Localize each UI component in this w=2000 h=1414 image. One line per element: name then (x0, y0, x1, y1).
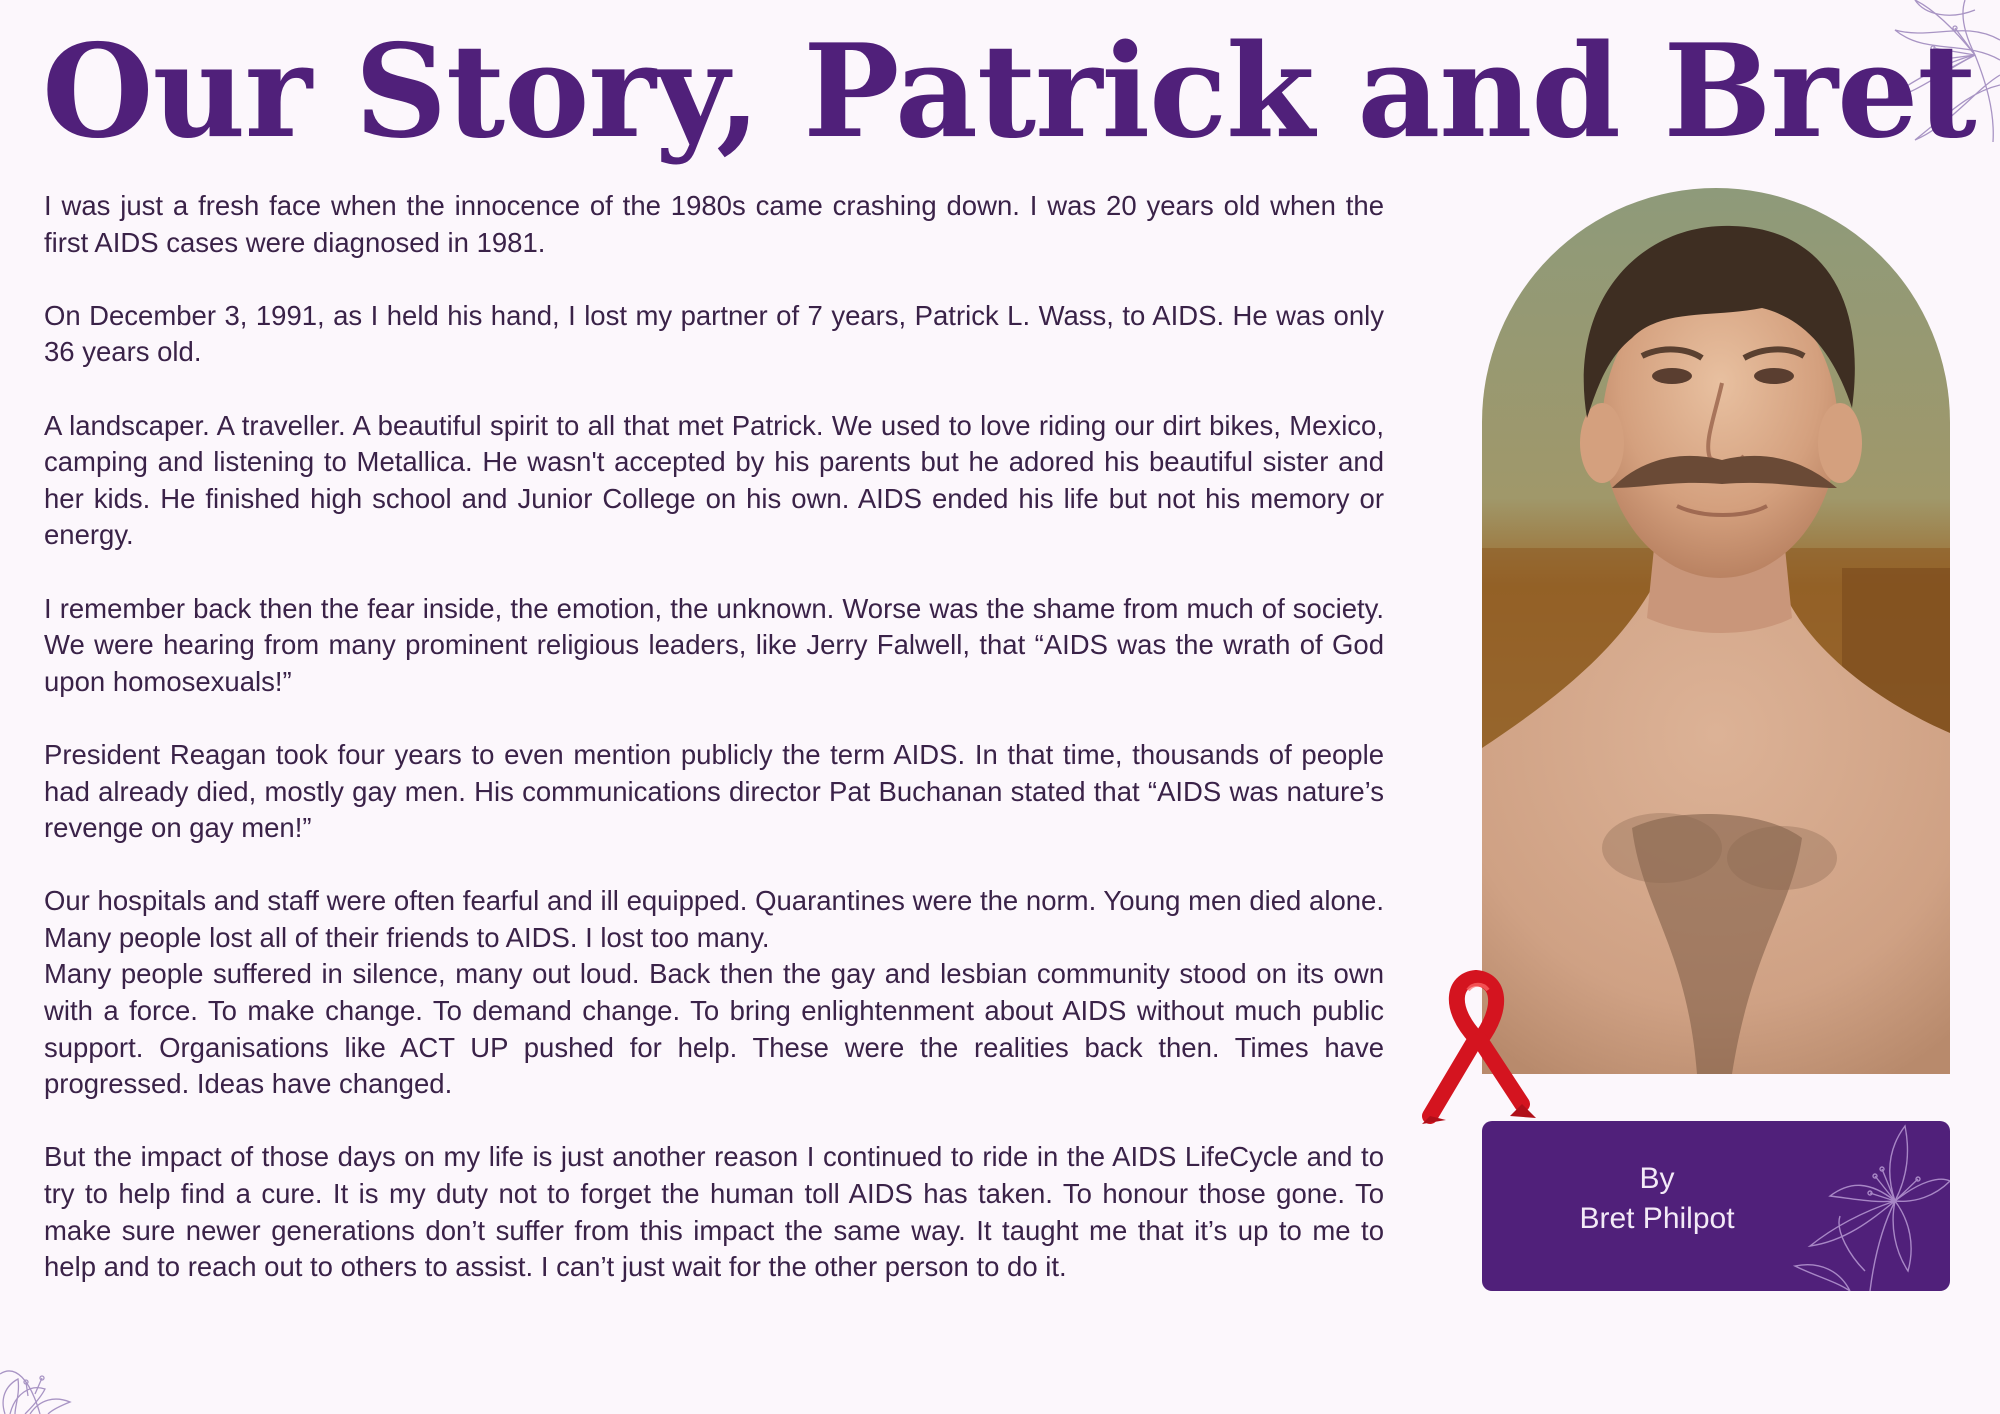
author-byline-box (1482, 1121, 1950, 1291)
story-paragraph: Many people suffered in silence, many out loud. Back then the gay and lesbian community stood on its own with a force. To make change. To demand change. To bring enlightenment about AIDS without much public support. Organisations like ACT UP pushed for help. These were the realities back then. Times have progressed. Ideas have changed. (44, 958, 1384, 1100)
lily-flower-decoration-bottom-left (0, 1334, 80, 1414)
story-paragraph: President Reagan took four years to even mention publicly the term AIDS. In that time, thousands of people had already died, mostly gay men. His communications director Pat Buchanan stated that “AIDS was nature’s revenge on gay men!” (44, 738, 1384, 844)
byline-prefix: By (1639, 1162, 1675, 1195)
story-text (44, 188, 1384, 1322)
story-paragraph: I was just a fresh face when the innocence of the 1980s came crashing down. I was 20 years old when the first AIDS cases were diagnosed in 1981. (44, 190, 1384, 258)
story-paragraph: But the impact of those days on my life is just another reason I continued to ride in the AIDS LifeCycle and to try to help find a cure. It is my duty not to forget the human toll AIDS has taken. To honour those gone. To make sure newer generations don’t suffer from this impact the same way. It taught me that it’s up to me to help and to reach out to others to assist. I can’t just wait for the other person to do it. (44, 1141, 1384, 1283)
story-paragraph: Our hospitals and staff were often fearful and ill equipped. Quarantines were the norm. Young men died alone. Many people lost all of their friends to AIDS. I lost too many. (44, 885, 1384, 953)
lily-flower-icon (1790, 1121, 1950, 1291)
story-paragraph: On December 3, 1991, as I held his hand, I lost my partner of 7 years, Patrick L. Wass, to AIDS. He was only 36 years old. (44, 299, 1384, 368)
story-paragraph: I remember back then the fear inside, the emotion, the unknown. Worse was the shame from much of society. We were hearing from many prominent religious leaders, like Jerry Falwell, that “AIDS was the wrath of God upon homosexuals!” (44, 592, 1384, 697)
author-byline (1482, 1159, 1832, 1239)
page-title: Our Story, Patrick and Bret (42, 17, 1976, 167)
story-paragraph: A landscaper. A traveller. A beautiful spirit to all that met Patrick. We used to love riding our dirt bikes, Mexico, camping and listening to Metallica. He wasn't accepted by his parents but he adored his beautiful sister and her kids. He finished high school and Junior College on his own. AIDS ended his life but not his memory or energy. (44, 409, 1384, 551)
red-awareness-ribbon-icon (1418, 968, 1540, 1126)
author-name: Bret Philpot (1579, 1202, 1735, 1235)
portrait-photo (1482, 188, 1950, 1074)
